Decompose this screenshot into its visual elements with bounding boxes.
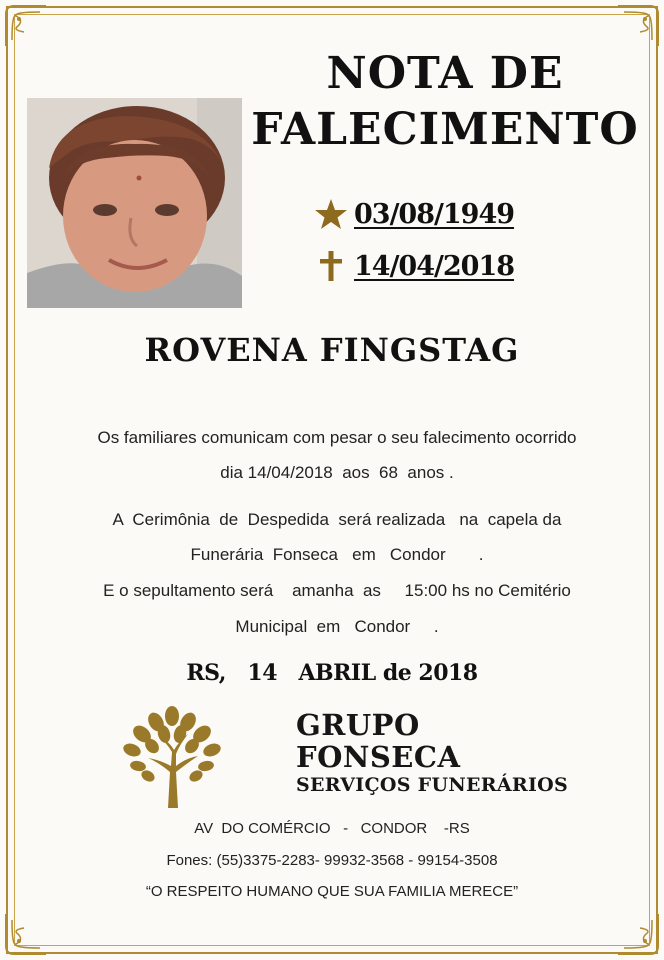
portrait-photo bbox=[27, 98, 242, 308]
ceremony-line: A Cerimônia de Despedida será realizada na capela da bbox=[112, 510, 562, 529]
birth-date: 03/08/1949 bbox=[354, 198, 515, 230]
phones-line: Fones: (55)3375-2283- 99932-3568 - 99154-3508 bbox=[166, 852, 498, 869]
brand-name-line2: FONSECA bbox=[296, 740, 461, 774]
corner-ornament-icon bbox=[2, 912, 48, 958]
brand-name-line1: GRUPO bbox=[296, 708, 420, 742]
address-line: AV DO COMÉRCIO - CONDOR -RS bbox=[194, 820, 470, 837]
corner-ornament-icon bbox=[2, 2, 48, 48]
birth-date-row bbox=[314, 194, 514, 234]
corner-ornament-icon bbox=[616, 912, 662, 958]
ceremony-line: Funerária Fonseca em Condor . bbox=[190, 545, 484, 564]
corner-ornament-icon bbox=[616, 2, 662, 48]
notice-title-line2: FALECIMENTO bbox=[251, 104, 639, 155]
announcement-line: dia 14/04/2018 aos 68 anos . bbox=[220, 463, 454, 482]
announcement-line: Os familiares comunicam com pesar o seu falecimento ocorrido bbox=[97, 428, 577, 447]
brand-tagline: SERVIÇOS FUNERÁRIOS bbox=[296, 774, 569, 796]
burial-line: Municipal em Condor . bbox=[235, 617, 439, 636]
death-date-row bbox=[314, 246, 514, 286]
place-date-line: RS, 14 ABRIL de 2018 bbox=[186, 660, 478, 686]
cross-icon bbox=[314, 249, 350, 283]
tree-logo-icon bbox=[118, 702, 226, 810]
star-icon bbox=[314, 197, 350, 231]
motto-line: “O RESPEITO HUMANO QUE SUA FAMILIA MERECE” bbox=[145, 883, 519, 900]
death-date: 14/04/2018 bbox=[354, 250, 515, 282]
burial-line: E o sepultamento será amanha as 15:00 hs no Cemitério bbox=[103, 581, 571, 600]
deceased-name: ROVENA FINGSTAG bbox=[144, 331, 520, 369]
notice-title-line1: NOTA DE bbox=[326, 48, 564, 99]
